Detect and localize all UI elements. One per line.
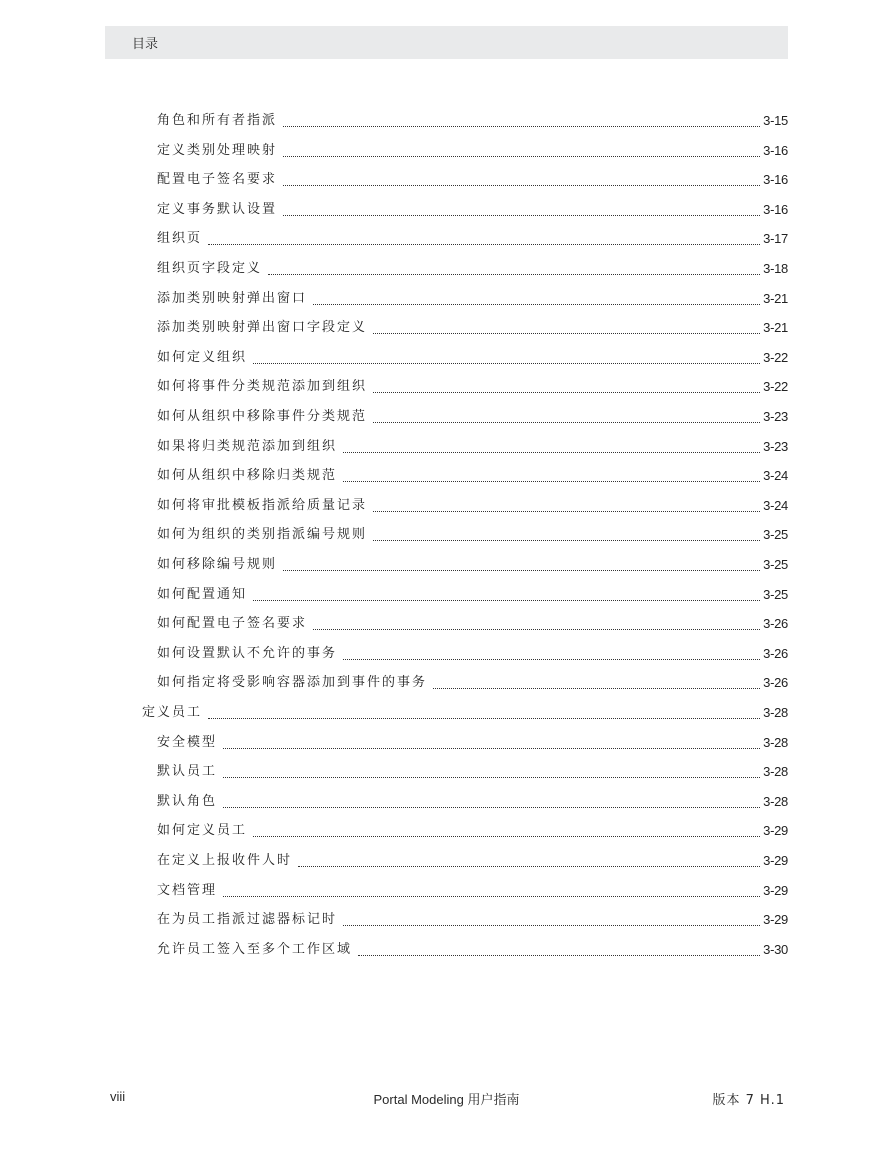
toc-dot-leader (313, 304, 760, 305)
toc-dot-leader (433, 688, 760, 689)
toc-entry[interactable] (157, 376, 788, 398)
toc-entry-title[interactable]: 在定义上报收件人时 (157, 853, 293, 868)
toc-entry[interactable] (157, 524, 788, 546)
toc-dot-leader (283, 185, 760, 186)
toc-entry-page[interactable]: 3-17 (763, 231, 788, 247)
toc-entry-title[interactable]: 定义员工 (142, 705, 203, 720)
toc-dot-leader (268, 274, 760, 275)
toc-entry[interactable] (157, 880, 788, 902)
toc-entry-page[interactable]: 3-25 (763, 586, 788, 602)
toc-entry[interactable] (157, 199, 788, 221)
toc-entry-page[interactable]: 3-24 (763, 468, 788, 484)
toc-dot-leader (343, 925, 760, 926)
toc-entry[interactable] (157, 347, 788, 369)
toc-entry-title[interactable]: 如何为组织的类别指派编号规则 (157, 527, 368, 543)
toc-entry[interactable] (157, 584, 788, 606)
toc-entry[interactable] (157, 288, 788, 310)
toc-entry[interactable] (157, 820, 788, 842)
toc-dot-leader (253, 363, 760, 364)
footer-doc-title: Portal Modeling 用户指南 (373, 1092, 520, 1107)
toc-entry-title[interactable]: 默认角色 (157, 793, 218, 809)
toc-dot-leader (343, 452, 760, 453)
toc-entry-title[interactable]: 如何定义员工 (157, 823, 248, 839)
toc-entry[interactable] (157, 613, 788, 635)
toc-entry-title[interactable]: 添加类别映射弹出窗口 (157, 290, 308, 306)
toc-entry-title[interactable]: 如何配置电子签名要求 (157, 616, 308, 632)
toc-entry-page[interactable]: 3-29 (763, 912, 788, 928)
toc-dot-leader (283, 215, 760, 216)
toc-dot-leader (343, 481, 760, 482)
toc-entry-page[interactable]: 3-28 (763, 793, 788, 809)
toc-entry-title[interactable]: 配置电子签名要求 (157, 172, 278, 188)
toc-entry[interactable] (157, 169, 788, 191)
toc-entry[interactable] (157, 140, 788, 162)
toc-entry-title[interactable]: 如何移除编号规则 (157, 557, 278, 572)
toc-entry-page[interactable]: 3-22 (763, 349, 788, 365)
toc-entry-title[interactable]: 添加类别映射弹出窗口字段定义 (157, 320, 368, 336)
toc-entry-page[interactable]: 3-15 (763, 113, 788, 128)
toc-entry-page[interactable]: 3-26 (763, 645, 788, 661)
header-bar (105, 26, 788, 59)
toc-entry-page[interactable]: 3-29 (763, 882, 788, 898)
toc-entry-page[interactable]: 3-28 (763, 734, 788, 750)
toc-entry[interactable] (157, 465, 788, 487)
toc-entry-title[interactable]: 默认员工 (157, 764, 218, 780)
toc-entry-title[interactable]: 如何指定将受影响容器添加到事件的事务 (157, 675, 428, 691)
toc-entry[interactable] (157, 672, 788, 694)
toc-dot-leader (343, 659, 760, 660)
toc-dot-leader (373, 540, 760, 541)
toc-entry-title[interactable]: 定义事务默认设置 (157, 201, 278, 217)
toc-dot-leader (223, 748, 760, 749)
toc-entry[interactable] (157, 939, 788, 961)
toc-entry-title[interactable]: 安全模型 (157, 734, 218, 750)
toc-entry[interactable] (157, 554, 788, 576)
header-title: 目录 (132, 37, 159, 52)
toc-entry-title[interactable]: 如何配置通知 (157, 586, 248, 602)
toc-dot-leader (223, 896, 760, 897)
toc-entry-page[interactable]: 3-25 (763, 527, 788, 543)
toc-dot-leader (283, 570, 760, 571)
toc-entry-page[interactable]: 3-16 (763, 201, 788, 217)
toc-entry-page[interactable]: 3-25 (763, 557, 788, 572)
toc-dot-leader (253, 836, 760, 837)
toc-dot-leader (253, 600, 760, 601)
toc-entry[interactable] (157, 406, 788, 428)
toc-entry-page[interactable]: 3-21 (763, 290, 788, 306)
toc-entry-page[interactable]: 3-26 (763, 616, 788, 632)
toc-entry-title[interactable]: 在为员工指派过滤器标记时 (157, 912, 338, 928)
toc-dot-leader (298, 866, 760, 867)
toc-entry-title[interactable]: 如何从组织中移除事件分类规范 (157, 409, 368, 424)
toc-entry-title[interactable]: 如何从组织中移除归类规范 (157, 468, 338, 484)
toc-entry[interactable] (157, 317, 788, 339)
toc-entry[interactable] (157, 436, 788, 458)
toc-dot-leader (283, 126, 760, 127)
toc-entry[interactable] (157, 643, 788, 665)
toc-entry[interactable] (157, 228, 788, 250)
toc-entry[interactable] (157, 791, 788, 813)
toc-entry-page[interactable]: 3-30 (763, 941, 788, 957)
toc-dot-leader (283, 156, 760, 157)
toc-dot-leader (223, 777, 760, 778)
toc-entry[interactable] (157, 732, 788, 754)
toc-entry-page[interactable]: 3-29 (763, 853, 788, 868)
footer-version: 版本 7 H.1 (712, 1093, 785, 1108)
toc-entry[interactable] (157, 495, 788, 517)
toc-entry-page[interactable]: 3-21 (763, 320, 788, 336)
toc-dot-leader (208, 718, 760, 719)
toc-entry-title[interactable]: 如何定义组织 (157, 349, 248, 365)
toc-dot-leader (358, 955, 760, 956)
toc-entry-page[interactable]: 3-26 (763, 675, 788, 691)
toc-dot-leader (313, 629, 760, 630)
toc-entry-title[interactable]: 组织页字段定义 (157, 261, 263, 276)
toc-entry-title[interactable]: 允许员工签入至多个工作区域 (157, 941, 353, 957)
toc-dot-leader (373, 422, 760, 423)
footer-page-number: viii (110, 1089, 126, 1104)
toc-entry-title[interactable]: 定义类别处理映射 (157, 142, 278, 158)
toc-entry[interactable] (157, 761, 788, 783)
toc-entry[interactable] (157, 850, 788, 872)
toc-entry[interactable] (157, 110, 788, 132)
toc-entry-page[interactable]: 3-16 (763, 172, 788, 188)
toc-entry-title[interactable]: 如何将审批模板指派给质量记录 (157, 497, 368, 513)
toc-dot-leader (373, 392, 760, 393)
toc-entry-title[interactable]: 角色和所有者指派 (157, 113, 278, 128)
toc-entry-page[interactable]: 3-29 (763, 823, 788, 839)
toc-entry-title[interactable]: 如何设置默认不允许的事务 (157, 645, 338, 661)
toc-entry-title[interactable]: 文档管理 (157, 882, 218, 898)
toc-entry-page[interactable]: 3-16 (763, 142, 788, 158)
toc-dot-leader (223, 807, 760, 808)
toc-entry-title[interactable]: 如果将归类规范添加到组织 (157, 438, 338, 454)
toc-entry-page[interactable]: 3-28 (763, 764, 788, 780)
toc-entry-page[interactable]: 3-24 (763, 497, 788, 513)
toc-dot-leader (373, 511, 760, 512)
toc-entry[interactable] (157, 258, 788, 280)
toc-entry[interactable] (157, 909, 788, 931)
toc-entry[interactable] (142, 702, 788, 724)
toc-entry-page[interactable]: 3-23 (763, 438, 788, 454)
toc-entry-title[interactable]: 组织页 (157, 231, 203, 247)
toc-dot-leader (208, 244, 760, 245)
toc-entry-page[interactable]: 3-22 (763, 379, 788, 395)
toc-entry-page[interactable]: 3-23 (763, 409, 788, 424)
toc-entry-page[interactable]: 3-18 (763, 261, 788, 276)
toc-entry-title[interactable]: 如何将事件分类规范添加到组织 (157, 379, 368, 395)
toc-dot-leader (373, 333, 760, 334)
toc-entry-page[interactable]: 3-28 (763, 705, 788, 720)
